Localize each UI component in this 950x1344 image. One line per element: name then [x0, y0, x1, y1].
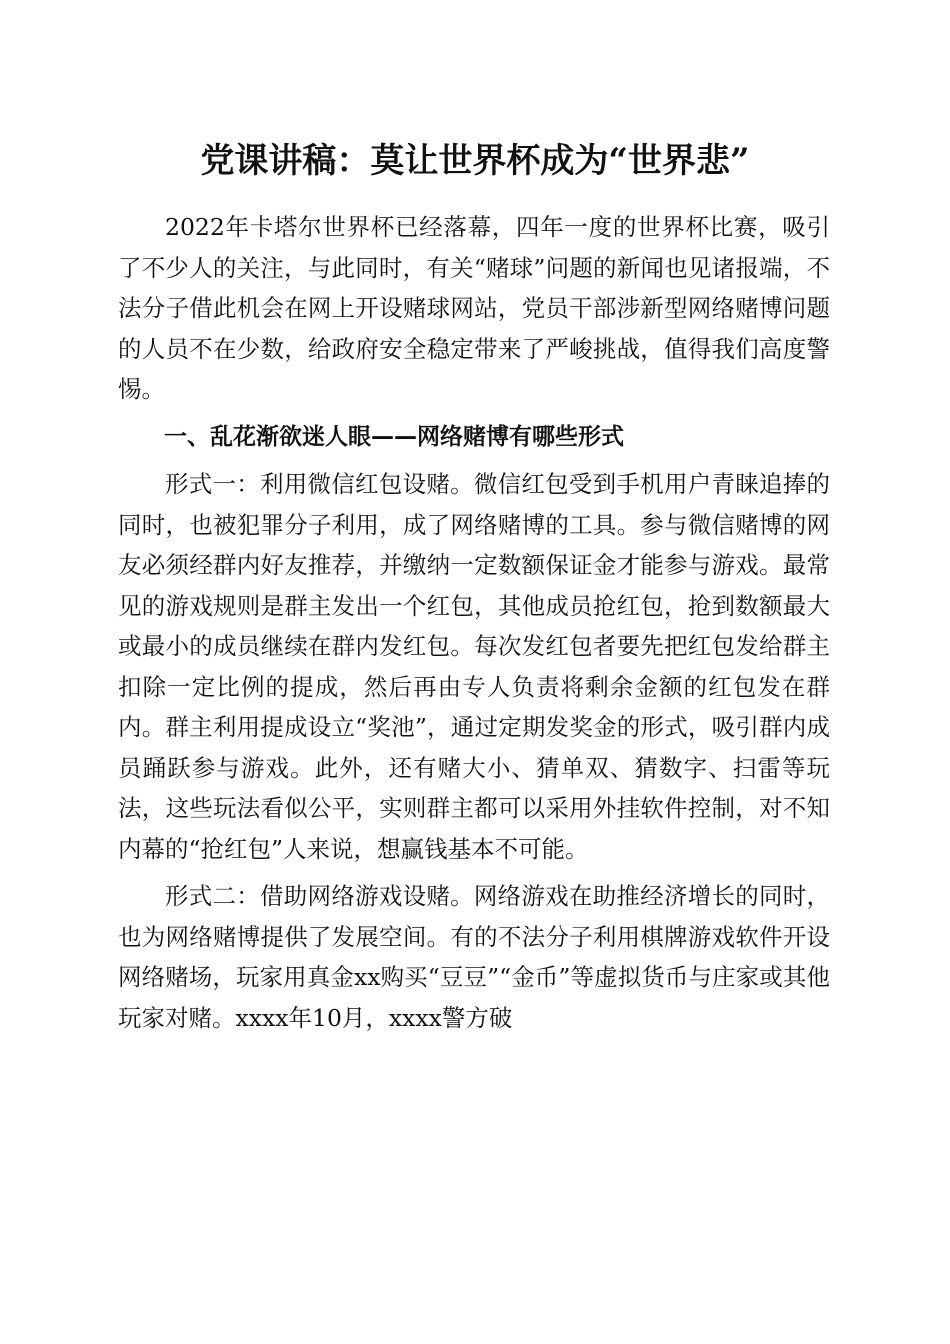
paragraph-form-one: 形式一：利用微信红包设赌。微信红包受到手机用户青睐追捧的同时，也被犯罪分子利用，成了网络赌博的工具。参与微信赌博的网友必须经群内好友推荐，并缴纳一定数额保证金才能参与游戏。最常见的游戏规则是群主发出一个红包，其他成员抢红包，抢到数额最大或最小的成员继续在群内发红包。每次发红包者要先把红包发给群主扣除一定比例的提成，然后再由专人负责将剩余金额的红包发在群内。群主利用提成设立“奖池”，通过定期发奖金的形式，吸引群内成员踊跃参与游戏。此外，还有赌大小、猜单双、猜数字、扫雷等玩法，这些玩法看似公平，实则群主都可以采用外挂软件控制，对不知内幕的“抢红包”人来说，想赢钱基本不可能。 — [118, 470, 830, 863]
document-body — [118, 207, 830, 1045]
paragraph-intro: 2022年卡塔尔世界杯已经落幕，四年一度的世界杯比赛，吸引了不少人的关注，与此同时，有关“赌球”问题的新闻也见诸报端，不法分子借此机会在网上开设赌球网站，党员干部涉新型网络赌博问题的人员不在少数，给政府安全稳定带来了严峻挑战，值得我们高度警惕。 — [118, 213, 830, 403]
paragraph-form-two: 形式二：借助网络游戏设赌。网络游戏在助推经济增长的同时，也为网络赌博提供了发展空间。有的不法分子利用棋牌游戏软件开设网络赌场，玩家用真金xx购买“豆豆”“金币”等虚拟货币与庄家或其他玩家对赌。xxxx年10月，xxxx警方破 — [118, 882, 830, 1032]
section-heading-1: 一、乱花渐欲迷人眼——网络赌博有哪些形式 — [164, 423, 624, 450]
document-title: 党课讲稿：莫让世界杯成为“世界悲” — [200, 141, 750, 181]
